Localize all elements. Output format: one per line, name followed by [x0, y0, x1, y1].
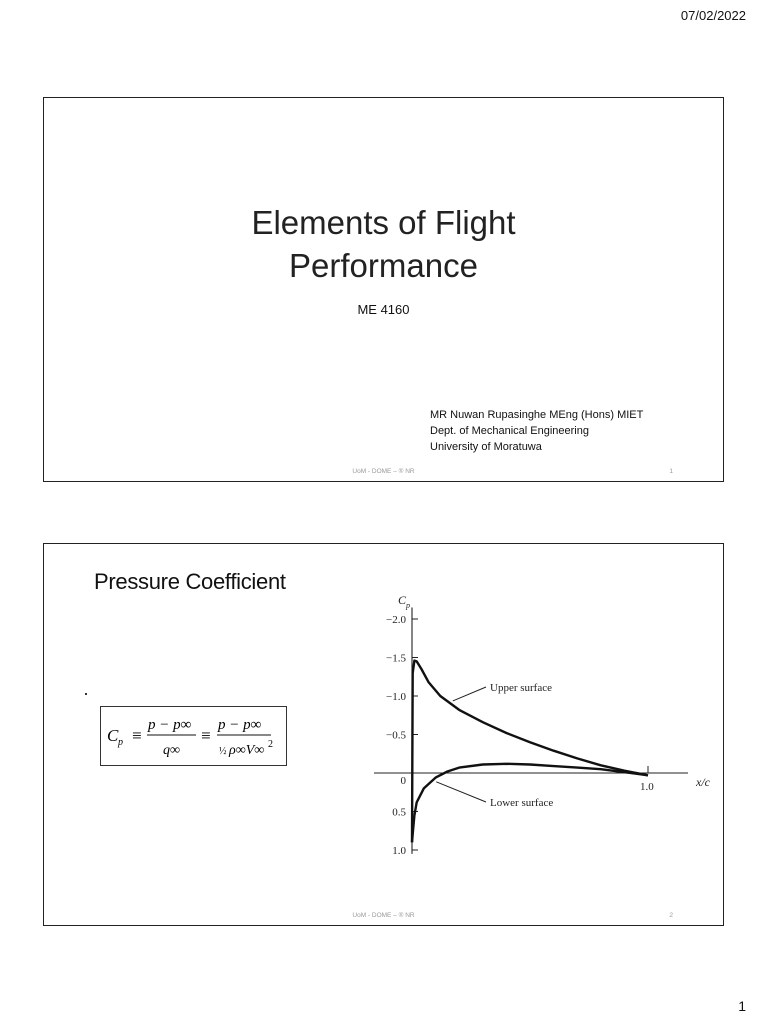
annotation-label: Upper surface [490, 682, 552, 694]
y-tick-label: −2.0 [386, 614, 406, 626]
formula-exp: 2 [268, 739, 273, 750]
y-tick-label: −0.5 [386, 729, 406, 742]
y-tick-label: 0 [400, 775, 406, 787]
y-tick-label: −1.0 [386, 691, 406, 703]
formula-half: ½ [219, 746, 227, 757]
slide-title: Pressure Coefficient [94, 569, 286, 594]
slide-2 [43, 543, 724, 926]
x-axis-label: x/c [696, 775, 710, 789]
formula-num-1: p − p∞ [148, 717, 192, 733]
formula-lhs-sub: p [118, 737, 123, 748]
y-tick-label: 1.0 [392, 845, 406, 857]
formula-equiv-2: ≡ [201, 726, 211, 745]
pressure-coefficient-chart [44, 544, 723, 925]
annotation-label: Lower surface [490, 797, 554, 809]
slide-footer: UoM - DOME – ® NR [352, 468, 415, 475]
title-line-2: Performance [289, 247, 478, 284]
author-name: MR Nuwan Rupasinghe MEng (Hons) MIET [430, 409, 644, 421]
x-tick-label: 1.0 [640, 781, 654, 793]
author-block [430, 407, 643, 455]
y-tick-label: −1.5 [386, 652, 406, 665]
y-axis-label: C [398, 593, 407, 607]
formula-num-2: p − p∞ [218, 717, 262, 733]
annotation-leader [453, 687, 486, 701]
slide-1 [43, 97, 724, 482]
department: Dept. of Mechanical Engineering [430, 425, 589, 437]
formula-den-2: ρ∞V∞ [229, 743, 265, 758]
formula-den-1: q∞ [163, 743, 180, 758]
page-number: 1 [738, 998, 746, 1014]
title-line-1: Elements of Flight [251, 204, 516, 241]
slide-footer: UoM - DOME – ® NR [352, 912, 415, 919]
formula-equiv-1: ≡ [132, 726, 142, 745]
y-tick-label: 0.5 [392, 806, 406, 819]
y-axis-label-sub: p [406, 601, 410, 610]
annotation-leader [436, 782, 486, 802]
slide-number: 1 [669, 468, 673, 475]
university: University of Moratuwa [430, 441, 542, 453]
course-code: ME 4160 [357, 302, 410, 317]
page-date: 07/02/2022 [680, 8, 746, 23]
slide-number: 2 [669, 912, 673, 919]
slide-title [44, 201, 723, 287]
formula-lhs: C [107, 726, 119, 745]
